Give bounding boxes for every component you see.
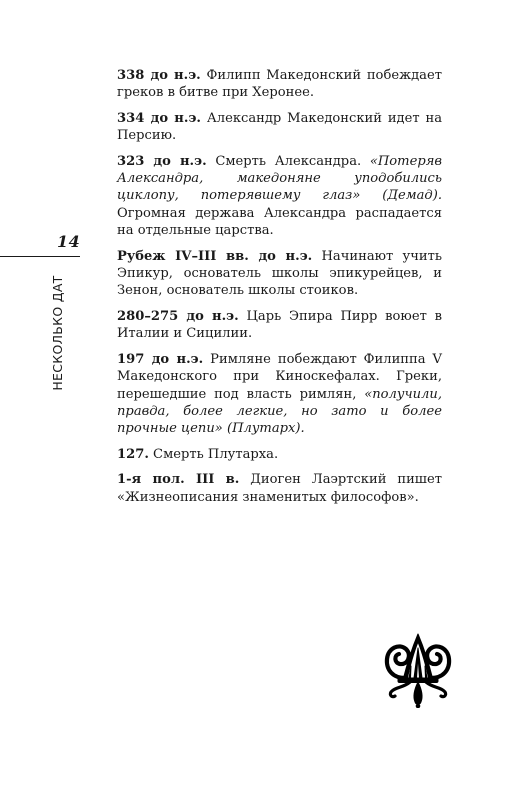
chronology-list — [117, 67, 442, 514]
entry-date: 323 до н.э. — [117, 153, 207, 169]
chronology-entry — [117, 67, 442, 102]
entry-quote: «получили, правда, более легкие, но зато и более прочные цепи» (Плутарх). — [117, 386, 442, 437]
entry-date: Рубеж IV–III вв. до н.э. — [117, 248, 313, 264]
entry-date: 127. — [117, 446, 149, 462]
entry-text: Смерть Плутарха. — [148, 446, 279, 462]
margin-rule — [0, 256, 80, 257]
chronology-entry — [117, 248, 442, 300]
page-number: 14 — [57, 232, 81, 251]
entry-text: Александр Македонский идет на Персию. — [117, 110, 442, 144]
entry-text-tail: Огромная держава Александра распадается на отдельные царства. — [117, 205, 442, 239]
entry-date: 1-я пол. III в. — [117, 472, 240, 488]
entry-text: Смерть Александра. — [206, 153, 370, 169]
entry-date: 334 до н.э. — [117, 110, 201, 126]
running-head: НЕСКОЛЬКО ДАТ — [50, 275, 65, 391]
chronology-entry — [117, 153, 442, 240]
entry-text: Римляне побеждают Филиппа V Македонского при Киноскефалах. Греки, перешедшие под власть римлян, — [117, 351, 442, 402]
entry-date: 338 до н.э. — [117, 68, 201, 83]
entry-date: 197 до н.э. — [117, 351, 204, 367]
chronology-entry — [117, 308, 442, 343]
chronology-entry — [117, 110, 442, 145]
entry-text: Царь Эпира Пирр воюет в Италии и Сицилии. — [117, 308, 442, 342]
entry-text: Диоген Лаэртский пишет «Жизнеописания знаменитых философов». — [117, 472, 442, 505]
entry-quote: «Потеряв Александра, македоняне уподобились циклопу, потерявшему глаз» (Демад). — [117, 153, 443, 204]
entry-date: 280–275 до н.э. — [117, 308, 239, 324]
entry-text: Начинают учить Эпикур, основатель школы эпикурейцев, и Зенон, основатель школы стоиков. — [117, 248, 442, 299]
chronology-entry — [117, 446, 442, 463]
entry-text: Филипп Македонский побеждает греков в битве при Херонее. — [117, 68, 442, 101]
fleuron-ornament-icon — [381, 628, 455, 708]
chronology-entry — [117, 471, 442, 506]
chronology-entry — [117, 351, 442, 438]
